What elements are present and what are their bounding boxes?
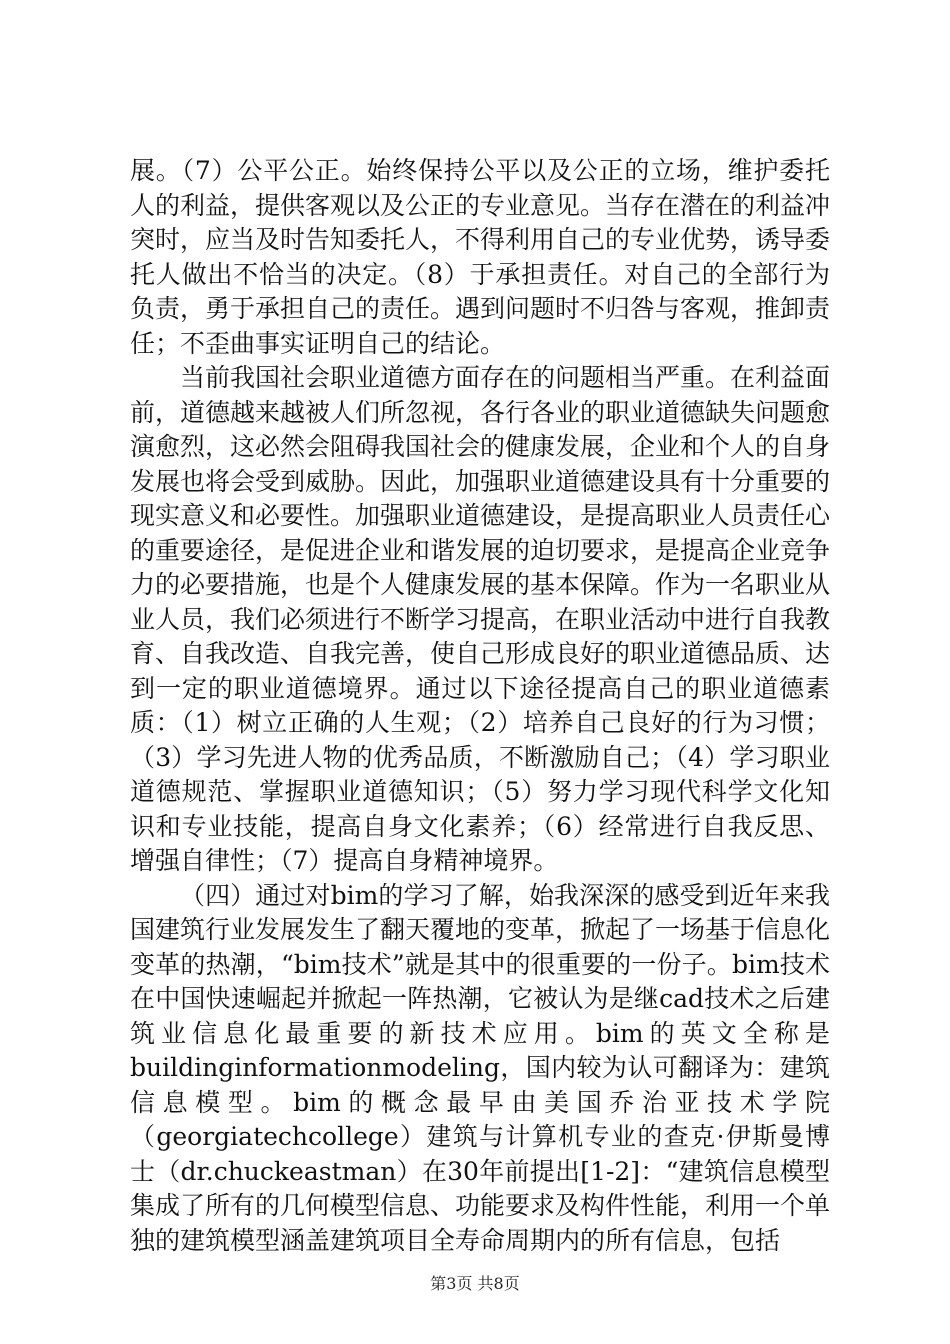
paragraph-continuation: 展。（7）公平公正。始终保持公平以及公正的立场，维护委托人的利益，提供客观以及公正的专业意见。当存在潜在的利益冲突时，应当及时告知委托人，不得利用自己的专业优势，诱导委托人做出不恰当的决定。（8）于承担责任。对自己的全部行为负责，勇于承担自己的责任。遇到问题时不归咎与客观，推卸责任；不歪曲事实证明自己的结论。: [130, 156, 831, 358]
document-body: [130, 154, 830, 1258]
paragraph-professional-ethics: 当前我国社会职业道德方面存在的问题相当严重。在利益面前，道德越来越被人们所忽视，各行各业的职业道德缺失问题愈演愈烈，这必然会阻碍我国社会的健康发展，企业和个人的自身发展也将会受到威胁。因此，加强职业道德建设具有十分重要的现实意义和必要性。加强职业道德建设，是提高职业人员责任心的重要途径，是促进企业和谐发展的迫切要求，是提高企业竞争力的必要措施，也是个人健康发展的基本保障。作为一名职业从业人员，我们必须进行不断学习提高，在职业活动中进行自我教育、自我改造、自我完善，使自己形成良好的职业道德品质、达到一定的职业道德境界。通过以下途径提高自己的职业道德素质：（1）树立正确的人生观；（2）培养自己良好的行为习惯；（3）学习先进人物的优秀品质，不断激励自己；（4）学习职业道德规范、掌握职业道德知识；（5）努力学习现代科学文化知识和专业技能，提高自身文化素养；（6）经常进行自我反思、增强自律性；（7）提高自身精神境界。: [130, 363, 831, 875]
page-footer: 第3页 共8页: [430, 1274, 520, 1293]
paragraph-bim-section: （四）通过对bim的学习了解，始我深深的感受到近年来我国建筑行业发展发生了翻天覆地的变革，掀起了一场基于信息化变革的热潮，“bim技术”就是其中的很重要的一份子。bim技术在中国快速崛起并掀起一阵热潮，它被认为是继cad技术之后建筑业信息化最重要的新技术应用。bim的英文全称是buildinginformationmodeling，国内较为认可翻译为：建筑信息模型。bim的概念最早由美国乔治亚技术学院（georgiatechcollege）建筑与计算机专业的查克·伊斯曼博士（dr.chuckeastman）在30年前提出[1-2]：“建筑信息模型集成了所有的几何模型信息、功能要求及构件性能，利用一个单独的建筑模型涵盖建筑项目全寿命周期内的所有信息，包括: [130, 880, 831, 1255]
